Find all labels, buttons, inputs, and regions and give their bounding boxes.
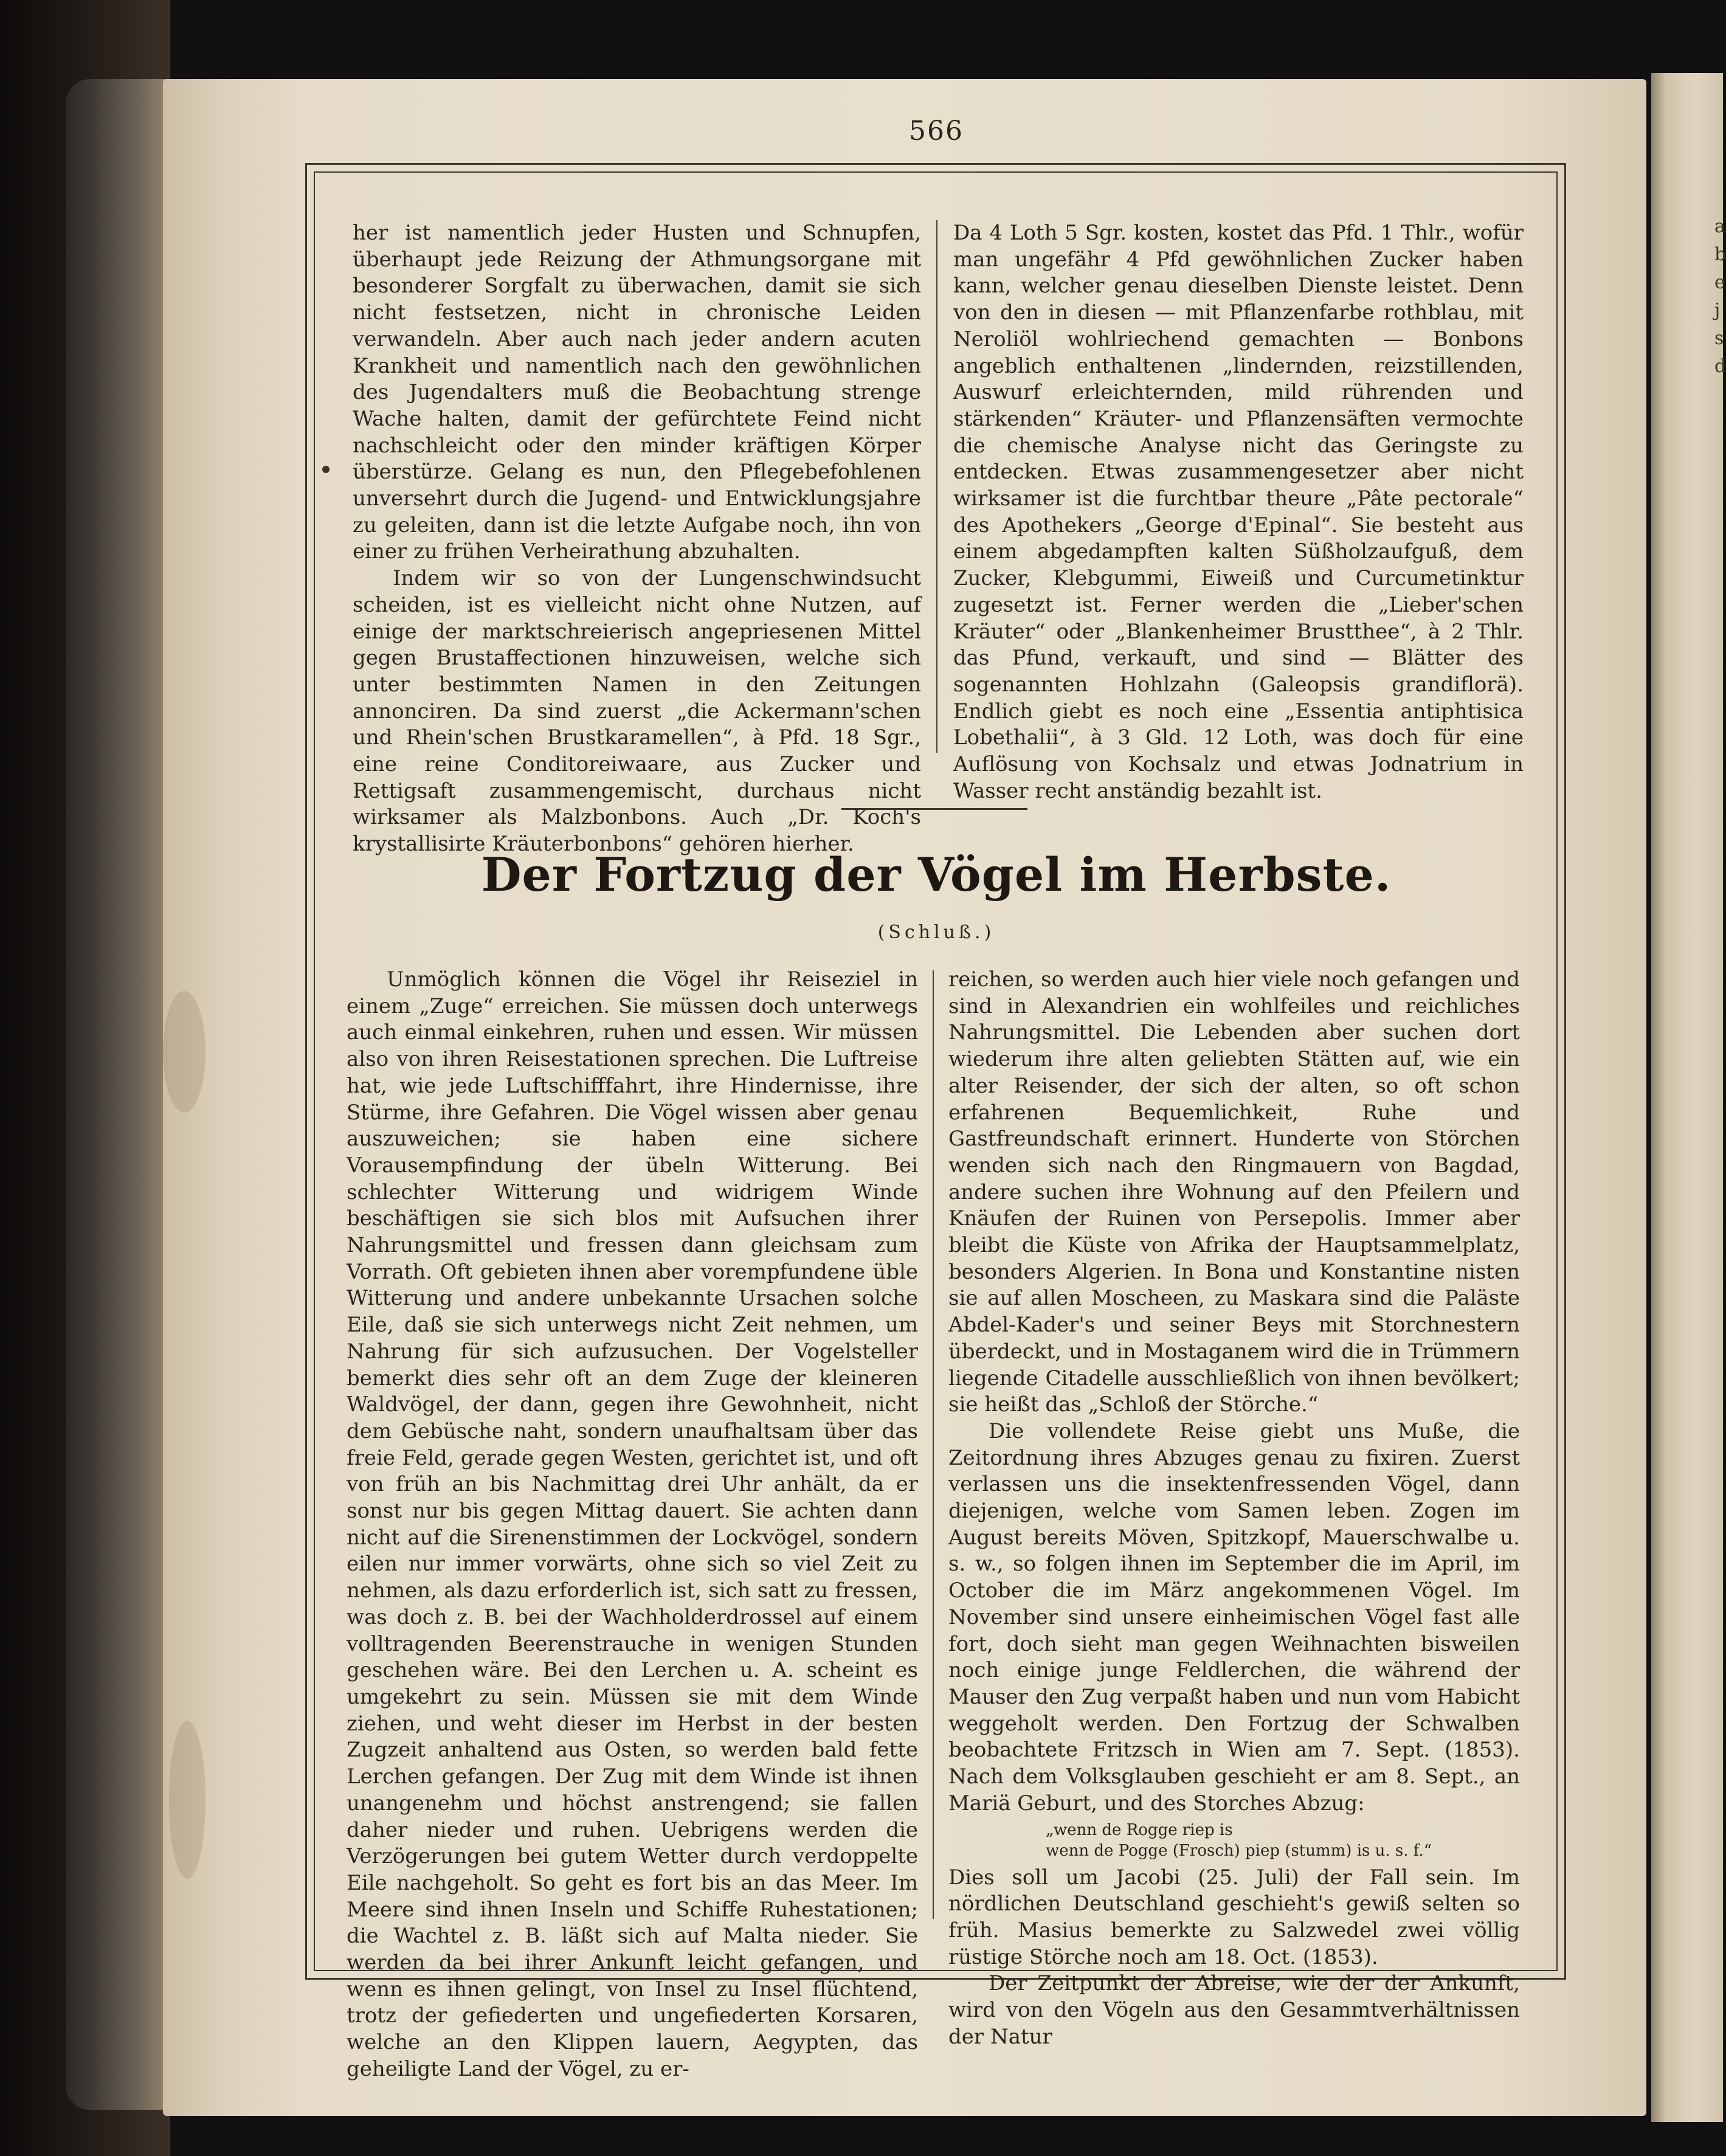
paragraph: Indem wir so von der Lungenschwindsucht scheiden, ist es vielleicht nicht ohne Nutzen, auf einige der marktschreierisch angepriesenen Mittel gegen Brustaffectionen hinzuweisen, welche sich unter bestimmten Namen in den Zeitungen annonciren. Da sind zuerst „die Ackermann'schen und Rhein'schen Brustkaramellen“, à Pfd. 18 Sgr., eine reine Conditoreiwaare, aus Zucker und Rettigsaft zusammengemischt, durchaus nicht wirksamer als Malzbonbons. Auch „Dr. Koch's krystallisirte Kräuterbonbons“ gehören hierher. [353, 566, 921, 857]
section-separator [841, 808, 1027, 810]
paper-stain [163, 991, 205, 1113]
article-left-column [347, 967, 918, 2083]
next-page-fragment: s [1714, 328, 1724, 349]
paragraph: Der Zeitpunkt der Abreise, wie der der Ankunft, wird von den Vögeln aus den Gesammtverhältnissen der Natur [948, 1971, 1520, 2049]
article-subtitle: (Schluß.) [877, 922, 995, 943]
verse-line: „wenn de Rogge riep is [1046, 1820, 1233, 1839]
column-divider [933, 970, 934, 1919]
next-page-fragment: e [1714, 272, 1725, 293]
paragraph: Unmöglich können die Vögel ihr Reiseziel in einem „Zuge“ erreichen. Sie müssen doch unterwegs auch einmal einkehren, ruhen und essen. Wir müssen also von ihren Reisestationen sprechen. Die Luftreise hat, wie jede Luftschifffahrt, ihre Hindernisse, ihre Stürme, ihre Gefahren. Die Vögel wissen aber genau auszuweichen; sie haben eine sichere Vorausempfindung der übeln Witterung. Bei schlechter Witterung und widrigem Winde beschäftigen sie sich blos mit Aufsuchen ihrer Nahrungsmittel und fressen dann gleichsam zum Vorrath. Oft gebieten ihnen aber vorempfundene üble Witterung und andere unbekannte Ursachen solche Eile, daß sie sich unterwegs nicht Zeit nehmen, um Nahrung für sich aufzusuchen. Der Vogelsteller bemerkt dies sehr oft an dem Zuge der kleineren Waldvögel, der dann, gegen ihre Gewohnheit, nicht dem Gebüsche naht, sondern unaufhaltsam über das freie Feld, gerade gegen Westen, gerichtet ist, und oft von früh an bis Nachmittag drei Uhr anhält, da er sonst nur bis gegen Mittag dauert. Sie achten dann nicht auf die Sirenenstimmen der Lockvögel, sondern eilen nur immer vorwärts, ohne sich so viel Zeit zu nehmen, als dazu erforderlich ist, sich satt zu fressen, was doch z. B. bei der Wachholderdrossel auf einem volltragenden Beerenstrauche in wenigen Stunden geschehen wäre. Bei den Lerchen u. A. scheint es umgekehrt zu sein. Müssen sie mit dem Winde ziehen, und weht dieser im Herbst in der besten Zugzeit anhaltend aus Osten, so werden bald fette Lerchen gefangen. Der Zug mit dem Winde ist ihnen unangenehm und höchst anstrengend; sie fallen daher nieder und ruhen. Uebrigens werden die Verzögerungen bei gutem Wetter durch verdoppelte Eile nachgeholt. So geht es fort bis an das Meer. Im Meere sind ihnen Inseln und Schiffe Ruhestationen; die Wachtel z. B. läßt sich auf Malta nieder. Sie werden da bei ihrer Ankunft leicht gefangen, und wenn es ihnen gelingt, von Insel zu Insel flüchtend, trotz der gefiederten und ungefiederten Korsaren, welche an den Klippen lauern, Aegypten, das geheiligte Land der Vögel, zu er- [347, 967, 918, 2081]
paragraph: Da 4 Loth 5 Sgr. kosten, kostet das Pfd. 1 Thlr., wofür man ungefähr 4 Pfd gewöhnlichen Zucker haben kann, welcher genau dieselben Dienste leistet. Denn von den in diesen — mit Pflanzenfarbe rothblau, mit Neroliöl wohlriechend gemachten — Bonbons angeblich enthaltenen „lindernden, reizstillenden, Auswurf erleichternden, mild rührenden und stärkenden“ Kräuter- und Pflanzensäften vermochte die chemische Analyse nicht das Geringste zu entdecken. Etwas zusammengesetzer aber nicht wirksamer ist die furchtbar theure „Pâte pectorale“ des Apothekers „George d'Epinal“. Sie besteht aus einem abgedampften kalten Süßholzaufguß, dem Zucker, Klebgummi, Eiweiß und Curcumetinktur zugesetzt ist. Ferner werden die „Lieber'schen Kräuter“ oder „Blankenheimer Brustthee“, à 2 Thlr. das Pfund, verkauft, und sind — Blätter des sogenannten Hohlzahn (Galeopsis grandiflorä). Endlich giebt es noch eine „Essentia antiphtisica Lobethalii“, à 3 Gld. 12 Loth, was doch für eine Auflösung von Kochsalz und etwas Jodnatrium in Wasser recht anständig bezahlt ist. [953, 221, 1524, 803]
paragraph: her ist namentlich jeder Husten und Schnupfen, überhaupt jede Reizung der Athmungsorgane mit besonderer Sorgfalt zu überwachen, damit sie sich nicht festsetzen, nicht in chronische Leiden verwandeln. Aber auch nach jeder andern acuten Krankheit und namentlich nach den gewöhnlichen des Jugendalters muß die Beobachtung strenge Wache halten, damit der gefürchtete Feind nicht nachschleicht oder den minder kräftigen Körper überstürze. Gelang es nun, den Pflegebefohlenen unversehrt durch die Jugend- und Entwicklungsjahre zu geleiten, dann ist die letzte Aufgabe noch, ihn von einer zu frühen Verheirathung abzuhalten. [353, 221, 921, 564]
next-page-fragment: a [1714, 216, 1725, 237]
page-number: 566 [909, 116, 964, 147]
book-cover-edge [66, 79, 178, 2110]
next-page-fragment: j [1714, 300, 1721, 321]
column-divider [936, 220, 937, 753]
article-right-column [948, 967, 1520, 2050]
top-left-column [353, 220, 921, 858]
top-right-column [953, 220, 1524, 804]
margin-mark [322, 466, 330, 473]
dialect-verse [948, 1820, 1520, 1861]
verse-line: wenn de Pogge (Frosch) piep (stumm) is u. s. f.“ [1046, 1841, 1432, 1860]
paper-stain [169, 1721, 205, 1879]
next-page-fragment: b [1714, 244, 1726, 265]
next-page-edge [1651, 73, 1726, 2122]
next-page-fragment: d [1714, 356, 1726, 377]
paragraph: Dies soll um Jacobi (25. Juli) der Fall sein. Im nördlichen Deutschland geschieht's gewiß selten so früh. Masius bemerkte zu Salzwedel zwei völlig rüstige Störche noch am 18. Oct. (1853). [948, 1865, 1520, 1969]
paragraph: reichen, so werden auch hier viele noch gefangen und sind in Alexandrien ein wohlfeiles und reichliches Nahrungsmittel. Die Lebenden aber suchen dort wiederum ihre alten geliebten Stätten auf, wie ein alter Reisender, der sich der alten, so oft schon erfahrenen Bequemlichkeit, Ruhe und Gastfreundschaft erinnert. Hunderte von Störchen wenden sich nach den Ringmauern von Bagdad, andere suchen ihre Wohnung auf den Pfeilern und Knäufen der Ruinen von Persepolis. Immer aber bleibt die Küste von Afrika der Hauptsammelplatz, besonders Algerien. In Bona und Konstantine nisten sie auf allen Moscheen, zu Maskara sind die Paläste Abdel-Kader's und seiner Beys mit Storchnestern überdeckt, und in Mostaganem wird die in Trümmern liegende Citadelle ausschließlich von ihnen bevölkert; sie heißt das „Schloß der Störche.“ [948, 967, 1520, 1417]
article-title: Der Fortzug der Vögel im Herbste. [481, 848, 1392, 902]
paragraph: Die vollendete Reise giebt uns Muße, die Zeitordnung ihres Abzuges genau zu fixiren. Zuerst verlassen uns die insektenfressenden Vögel, dann diejenigen, welche vom Samen leben. Zogen im August bereits Möven, Spitzkopf, Mauerschwalbe u. s. w., so folgen ihnen im September die im April, im October die im März angekommenen Vögel. Im November sind unsere einheimischen Vögel fast alle fort, doch sieht man gegen Weihnachten bisweilen noch einige junge Feldlerchen, die während der Mauser den Zug verpaßt haben und nun vom Habicht weggeholt werden. Den Fortzug der Schwalben beobachtete Fritzsch in Wien am 7. Sept. (1853). Nach dem Volksglauben geschieht er am 8. Sept., an Mariä Geburt, und des Storches Abzug: [948, 1418, 1520, 1816]
